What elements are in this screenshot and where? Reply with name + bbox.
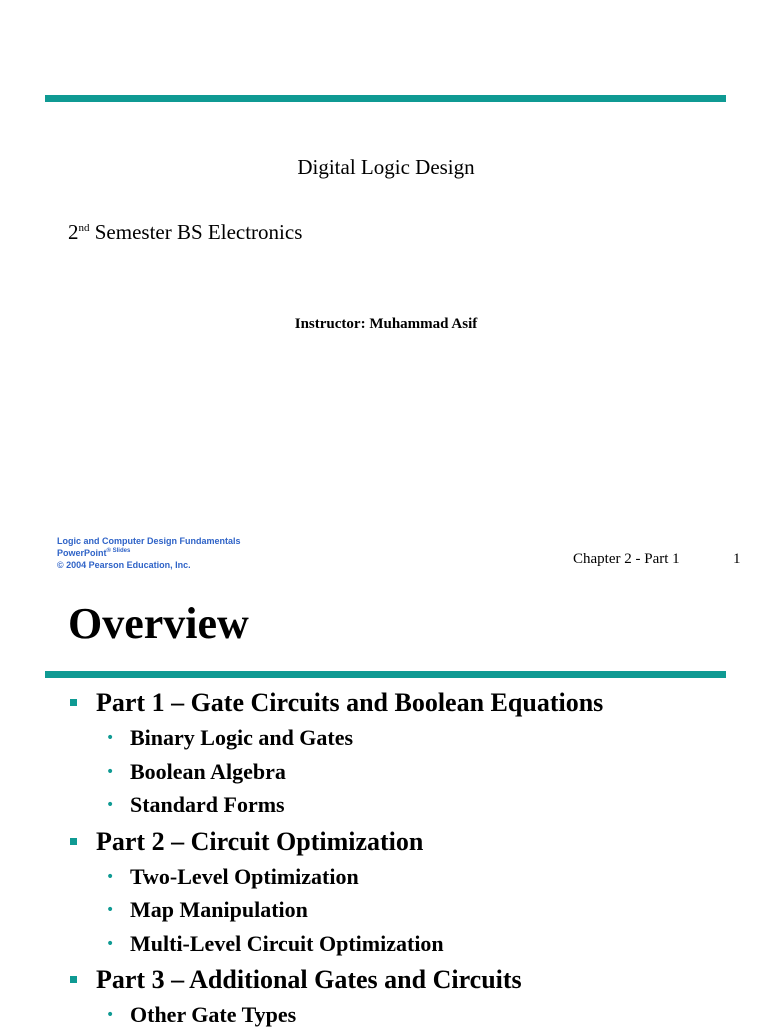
chapter-label: Chapter 2 - Part 1 <box>573 551 680 567</box>
section-label: Part 2 – Circuit Optimization <box>96 826 424 856</box>
section-item <box>0 965 768 999</box>
topic-label: Map Manipulation <box>130 897 308 922</box>
overview-outline <box>0 688 768 1033</box>
subtitle-superscript: nd <box>78 222 90 234</box>
publisher-line-slides: PowerPoint$^{® Slides}$ <box>57 548 131 558</box>
overview-slide <box>0 588 768 1027</box>
publisher-line-copyright: © 2004 Pearson Education, Inc. <box>57 560 191 570</box>
topic-item <box>0 756 768 790</box>
dot-bullet-icon: • <box>106 797 115 813</box>
page-number: 1 <box>733 551 741 567</box>
square-bullet-icon <box>70 699 77 706</box>
section-label: Part 1 – Gate Circuits and Boolean Equations <box>96 688 604 717</box>
section-label: Part 3 – Additional Gates and Circuits <box>96 965 522 994</box>
subtitle-number: 2 <box>68 220 79 244</box>
title-divider <box>45 671 726 678</box>
publisher-line-book: Logic and Computer Design Fundamentals <box>57 536 241 546</box>
topic-label: Binary Logic and Gates <box>130 725 354 750</box>
topic-item <box>0 789 768 823</box>
topic-label: Boolean Algebra <box>130 758 286 784</box>
square-bullet-icon <box>70 838 77 845</box>
topic-item <box>0 722 768 756</box>
square-bullet-icon <box>70 976 77 983</box>
section-item <box>0 827 768 861</box>
course-subtitle <box>68 220 302 245</box>
overview-title: Overview <box>68 599 249 648</box>
topic-item <box>0 894 768 928</box>
subtitle-text: Semester BS Electronics <box>89 220 303 244</box>
topic-label: Two-Level Optimization <box>130 863 359 889</box>
topic-item <box>0 999 768 1033</box>
course-title: Digital Logic Design <box>297 155 475 179</box>
topic-item <box>0 928 768 962</box>
topic-item <box>0 861 768 895</box>
topic-label: Multi-Level Circuit Optimization <box>130 930 444 956</box>
dot-bullet-icon: • <box>106 935 115 952</box>
topic-label: Other Gate Types <box>130 1002 297 1027</box>
section-item <box>0 688 768 722</box>
instructor-name: Instructor: Muhammad Asif <box>294 316 478 332</box>
header-divider <box>45 95 726 102</box>
dot-bullet-icon: • <box>106 763 115 780</box>
dot-bullet-icon: • <box>106 902 115 918</box>
dot-bullet-icon: • <box>106 730 115 746</box>
dot-bullet-icon: • <box>106 1007 115 1023</box>
publisher-credit <box>57 535 241 571</box>
dot-bullet-icon: • <box>106 868 115 885</box>
topic-label: Standard Forms <box>130 792 285 817</box>
